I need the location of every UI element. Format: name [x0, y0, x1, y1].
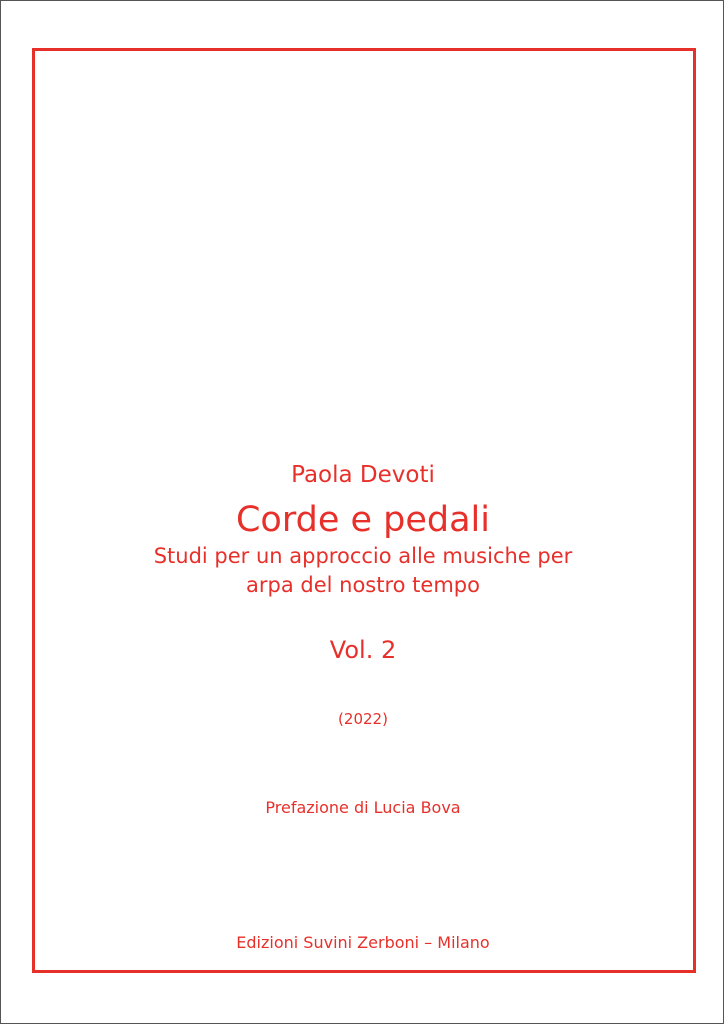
subtitle-line-2: arpa del nostro tempo [246, 573, 480, 597]
publisher-name: Edizioni Suvini Zerboni – Milano [236, 933, 490, 952]
volume-label: Vol. 2 [329, 636, 397, 664]
publication-year: (2022) [338, 710, 388, 728]
author-name: Paola Devoti [291, 462, 435, 488]
subtitle-line-1: Studi per un approccio alle musiche per [153, 544, 573, 568]
preface-credit: Prefazione di Lucia Bova [265, 798, 461, 817]
book-title: Corde e pedali [235, 500, 491, 540]
